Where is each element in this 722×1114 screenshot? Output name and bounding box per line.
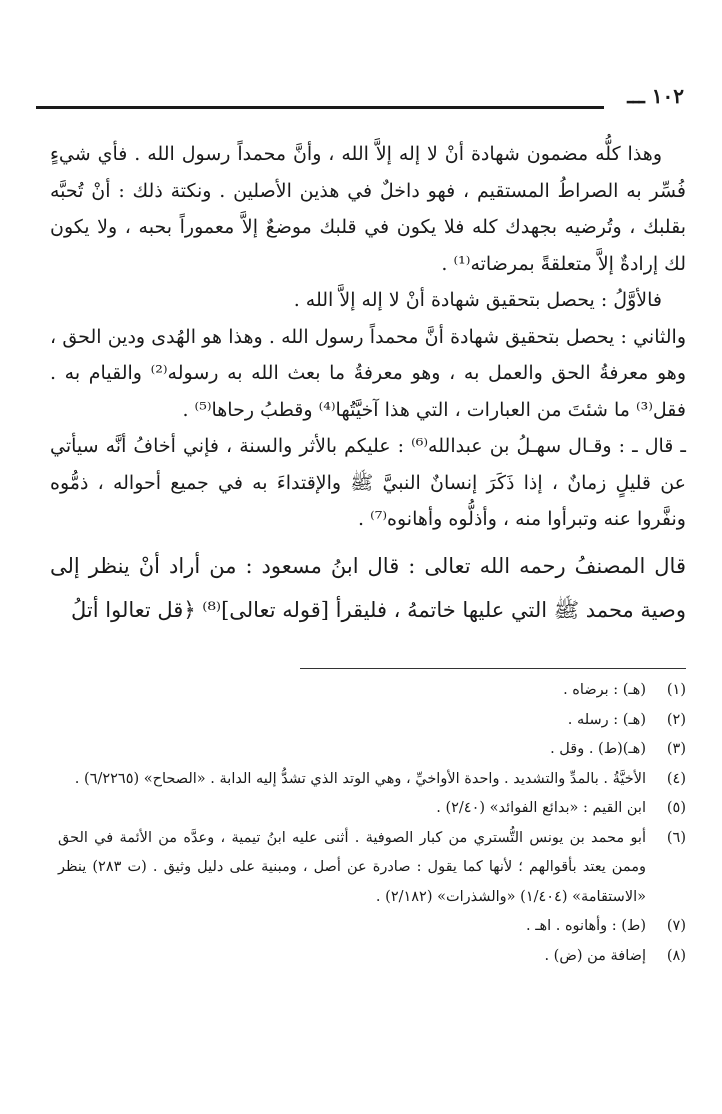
main-text <box>50 136 686 632</box>
footnote-number: (١) <box>666 682 686 698</box>
header-rule <box>36 106 604 109</box>
paragraph: فالأوَّلُ : يحصل بتحقيق شهادة أنْ لا إله إلاَّ الله . <box>293 289 662 311</box>
author-statement: قال المصنفُ رحمه الله تعالى : قال ابنُ مسعود : من أراد أنْ ينظر إلى وصية محمد ﷺ التي عليها خاتمهُ ، فليقرأ [قوله تعالى]⁽⁸⁾ ﴿قل تعالوا أتلُ <box>50 553 686 622</box>
footnote-number: (٨) <box>666 947 686 964</box>
footnote <box>58 794 686 824</box>
footnote <box>58 765 686 795</box>
footnote-number: (٦) <box>666 829 686 846</box>
footnote-number: (٧) <box>666 918 686 934</box>
footnote-separator <box>300 668 686 669</box>
footnote <box>58 942 686 972</box>
footnote-text: (هـ) : برضاه . <box>563 682 646 698</box>
footnote-number: (٢) <box>666 711 686 728</box>
footnote-text: إضافة من (ض) . <box>544 947 646 964</box>
footnote <box>58 824 686 913</box>
paragraph: وهذا كلُّه مضمون شهادة أنْ لا إله إلاَّ الله ، وأنَّ محمداً رسول الله . فأي شيءٍ فُسِّر به الصراطُ المستقيم ، فهو داخلٌ في هذين الأصلين . ونكتة ذلك : أنْ تُحبَّه بقلبك ، وتُرضيه بجهدك كله فلا يكون في قلبك موضعٌ إلاَّ معموراً بحبه ، ولا يكون لك إرادةٌ إلاَّ متعلقةً بمرضاته⁽¹⁾ . <box>50 143 686 275</box>
footnote-text: (هـ) : رسله . <box>567 711 646 728</box>
page-number: ١٠٢ ـــ <box>627 84 684 108</box>
footnote <box>58 912 686 942</box>
footnote-text: أبو محمد بن يونس التُّستري من كبار الصوفية . أثنى عليه ابنُ تيمية ، وعدَّه من الأئمة في الحق وممن يعتد بأقوالهم ؛ لأنها كما يقول : صادرة عن أصل ، ومبنية على دليل وثيق . (ت ٢٨٣) ينظر «الاستقامة» (١/٤٠٤) «والشذرات» (٢/١٨٢) . <box>58 829 646 905</box>
footnote <box>58 735 686 765</box>
footnote <box>58 706 686 736</box>
footnote-text: (ط) : وأهانوه . اهـ . <box>525 918 646 934</box>
footnote-number: (٥) <box>666 800 686 816</box>
footnote-text: (هـ)(ط) . وقل . <box>550 741 646 757</box>
paragraph: والثاني : يحصل بتحقيق شهادة أنَّ محمداً رسول الله . وهذا هو الهُدى ودين الحق ، وهو معرفةُ الحق والعمل به ، وهو معرفةُ ما بعث الله به رسوله⁽²⁾ والقيام به . فقل⁽³⁾ ما شئتَ من العبارات ، التي هذا آخيَّتُها⁽⁴⁾ وقطبُ رحاها⁽⁵⁾ . <box>50 325 686 421</box>
footnote <box>58 676 686 706</box>
footnote-text: ابن القيم : «بدائع الفوائد» (٢/٤٠) . <box>436 800 646 816</box>
footnotes <box>58 676 686 971</box>
footnote-text: الأخيَّةُ . بالمدِّ والتشديد . واحدة الأواخيِّ ، وهي الوتد الذي تشدُّ إليه الدابة . «الصحاح» (٦/٢٢٦٥) . <box>74 770 646 787</box>
paragraph: ـ قال ـ : وقـال سهـلُ بن عبدالله⁽⁶⁾ : عليكم بالأثر والسنة ، فإني أخافُ أنَّه سيأتي عن قليلٍ زمانٌ ، إذا ذَكَرَ إنسانٌ النبيَّ ﷺ والإقتداءَ به في جميع أحواله ، ذمُّوه ونفَّروا عنه وتبرأوا منه ، وأذلُّوه وأهانوه⁽⁷⁾ . <box>50 435 686 530</box>
footnote-number: (٤) <box>666 770 686 787</box>
footnote-number: (٣) <box>666 741 686 757</box>
page-header <box>36 84 684 114</box>
